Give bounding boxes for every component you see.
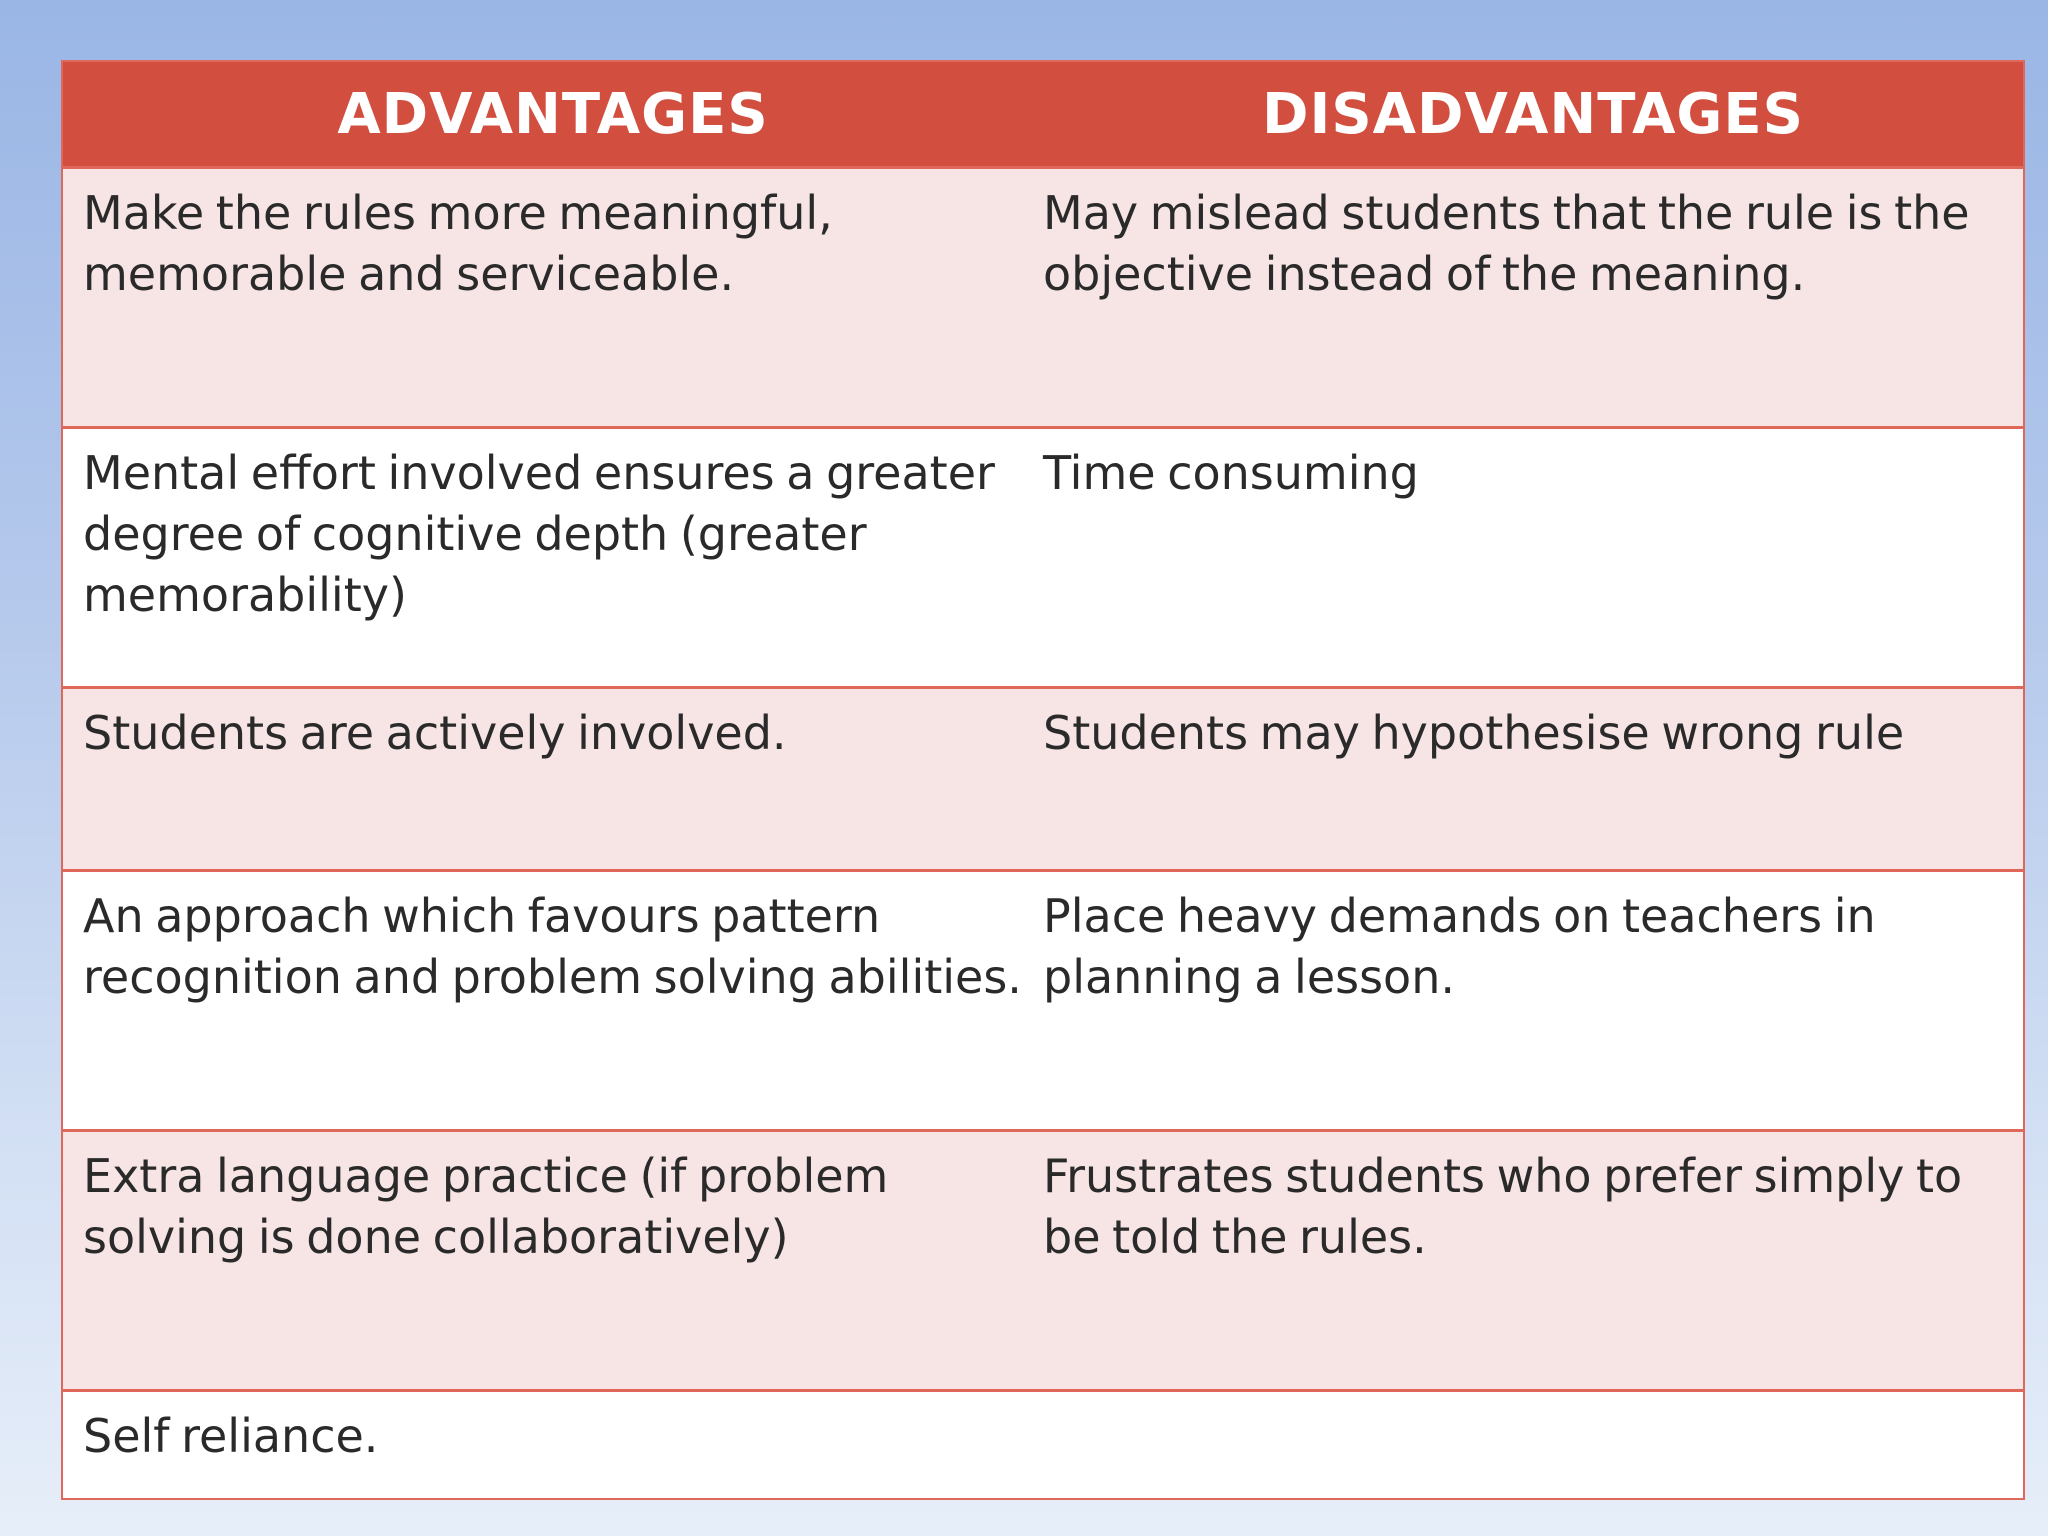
- table-row: [62, 168, 2024, 428]
- table-header-row: [62, 61, 2024, 168]
- advantage-cell: Make the rules more meaningful, memorable and serviceable.: [62, 168, 1043, 428]
- advantage-cell: Extra language practice (if problem solving is done collaboratively): [62, 1131, 1043, 1391]
- disadvantage-cell: [1043, 1391, 2024, 1500]
- table-row: [62, 428, 2024, 688]
- table-row: [62, 688, 2024, 871]
- table-row: [62, 1131, 2024, 1391]
- advantage-cell: Mental effort involved ensures a greater degree of cognitive depth (greater memorability): [62, 428, 1043, 688]
- advantages-disadvantages-table: [61, 60, 2025, 1500]
- disadvantage-cell: Time consuming: [1043, 428, 2024, 688]
- advantage-cell: An approach which favours pattern recognition and problem solving abilities.: [62, 871, 1043, 1131]
- table-row: [62, 1391, 2024, 1500]
- disadvantage-cell: Students may hypothesise wrong rule: [1043, 688, 2024, 871]
- disadvantage-cell: Place heavy demands on teachers in planning a lesson.: [1043, 871, 2024, 1131]
- advantage-cell: Self reliance.: [62, 1391, 1043, 1500]
- disadvantage-cell: May mislead students that the rule is the objective instead of the meaning.: [1043, 168, 2024, 428]
- header-disadvantages: DISADVANTAGES: [1043, 61, 2024, 168]
- table-row: [62, 871, 2024, 1131]
- disadvantage-cell: Frustrates students who prefer simply to be told the rules.: [1043, 1131, 2024, 1391]
- header-advantages: ADVANTAGES: [62, 61, 1043, 168]
- advantage-cell: Students are actively involved.: [62, 688, 1043, 871]
